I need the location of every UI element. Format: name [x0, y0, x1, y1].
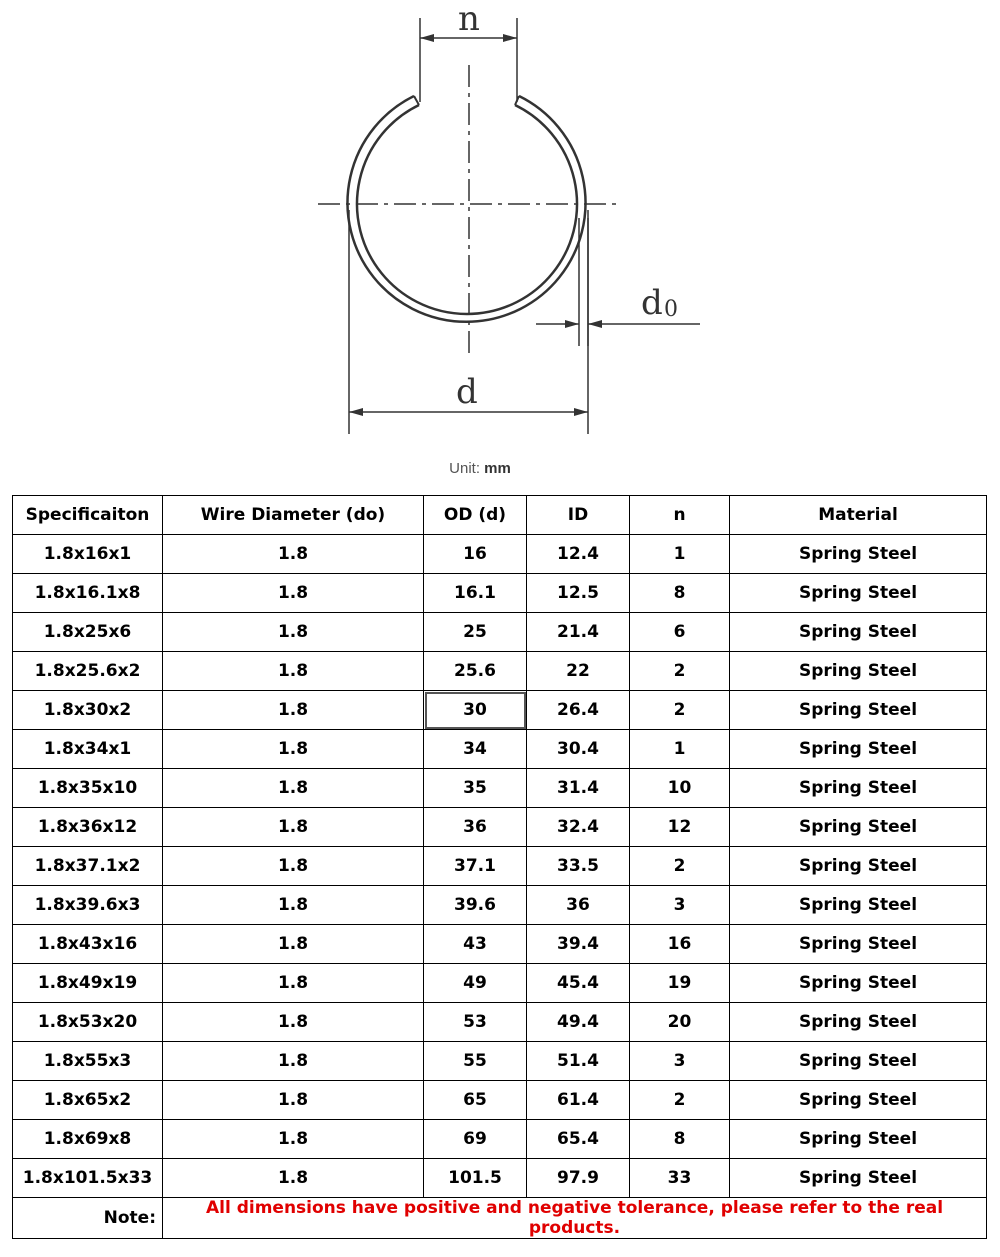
- table-cell[interactable]: 1.8: [163, 847, 424, 886]
- table-cell[interactable]: 1.8: [163, 691, 424, 730]
- table-cell[interactable]: 1.8: [163, 652, 424, 691]
- column-header: ID: [527, 496, 630, 535]
- table-cell[interactable]: 36: [424, 808, 527, 847]
- table-cell[interactable]: 30.4: [527, 730, 630, 769]
- table-cell[interactable]: Spring Steel: [730, 1042, 987, 1081]
- column-header: Wire Diameter (do): [163, 496, 424, 535]
- table-cell[interactable]: 2: [630, 652, 730, 691]
- table-cell[interactable]: Spring Steel: [730, 1003, 987, 1042]
- do-label-subscript: 0: [664, 297, 678, 322]
- table-cell[interactable]: 39.6: [424, 886, 527, 925]
- table-cell[interactable]: 1.8: [163, 613, 424, 652]
- table-row: [13, 1120, 987, 1159]
- table-cell[interactable]: Spring Steel: [730, 691, 987, 730]
- table-cell[interactable]: 65: [424, 1081, 527, 1120]
- table-cell[interactable]: 1.8x39.6x3: [13, 886, 163, 925]
- table-row: [13, 1003, 987, 1042]
- gap-end-left: [414, 96, 419, 105]
- table-row: [13, 613, 987, 652]
- table-cell[interactable]: 33.5: [527, 847, 630, 886]
- table-cell[interactable]: 1.8x53x20: [13, 1003, 163, 1042]
- table-cell[interactable]: 10: [630, 769, 730, 808]
- table-cell[interactable]: 2: [630, 691, 730, 730]
- table-cell[interactable]: 1.8x35x10: [13, 769, 163, 808]
- table-cell[interactable]: 1.8x25x6: [13, 613, 163, 652]
- table-cell[interactable]: 12.5: [527, 574, 630, 613]
- table-row: [13, 1159, 987, 1198]
- note-text: All dimensions have positive and negative tolerance, please refer to the real products.: [163, 1198, 987, 1239]
- table-cell[interactable]: 69: [424, 1120, 527, 1159]
- table-cell[interactable]: 1.8: [163, 808, 424, 847]
- table-cell[interactable]: 3: [630, 886, 730, 925]
- table-cell[interactable]: 1.8x16x1: [13, 535, 163, 574]
- table-cell[interactable]: Spring Steel: [730, 1120, 987, 1159]
- table-row: [13, 847, 987, 886]
- table-cell[interactable]: 32.4: [527, 808, 630, 847]
- table-cell[interactable]: 1.8: [163, 535, 424, 574]
- table-cell[interactable]: 16.1: [424, 574, 527, 613]
- note-row: [13, 1198, 987, 1239]
- table-cell[interactable]: 19: [630, 964, 730, 1003]
- table-cell[interactable]: 12.4: [527, 535, 630, 574]
- table-body: [13, 535, 987, 1198]
- table-cell[interactable]: 1.8x25.6x2: [13, 652, 163, 691]
- column-header: n: [630, 496, 730, 535]
- table-row: [13, 730, 987, 769]
- table-cell[interactable]: 8: [630, 574, 730, 613]
- column-header: Material: [730, 496, 987, 535]
- table-row: [13, 769, 987, 808]
- table-cell[interactable]: 30: [424, 691, 527, 730]
- table-cell[interactable]: 45.4: [527, 964, 630, 1003]
- table-row: [13, 1042, 987, 1081]
- table-cell[interactable]: 1.8: [163, 886, 424, 925]
- table-cell[interactable]: 1.8: [163, 1042, 424, 1081]
- n-label: n: [458, 0, 480, 39]
- table-cell[interactable]: 8: [630, 1120, 730, 1159]
- table-cell[interactable]: 39.4: [527, 925, 630, 964]
- table-cell[interactable]: 1.8: [163, 1120, 424, 1159]
- table-cell[interactable]: 1.8x69x8: [13, 1120, 163, 1159]
- table-cell[interactable]: 1.8: [163, 769, 424, 808]
- table-row: [13, 808, 987, 847]
- table-cell[interactable]: 33: [630, 1159, 730, 1198]
- table-cell[interactable]: 25: [424, 613, 527, 652]
- table-cell[interactable]: 1.8: [163, 964, 424, 1003]
- do-arrow-right: [588, 320, 602, 328]
- table-cell[interactable]: Spring Steel: [730, 535, 987, 574]
- table-cell[interactable]: 21.4: [527, 613, 630, 652]
- table-row: [13, 691, 987, 730]
- table-cell[interactable]: 51.4: [527, 1042, 630, 1081]
- table-cell[interactable]: 43: [424, 925, 527, 964]
- d-arrow-right: [574, 408, 588, 416]
- table-cell[interactable]: 1.8x49x19: [13, 964, 163, 1003]
- table-cell[interactable]: 25.6: [424, 652, 527, 691]
- table-cell[interactable]: Spring Steel: [730, 808, 987, 847]
- spec-table: [12, 495, 987, 1239]
- table-row: [13, 1081, 987, 1120]
- table-cell[interactable]: 1.8: [163, 574, 424, 613]
- table-cell[interactable]: 101.5: [424, 1159, 527, 1198]
- table-cell[interactable]: 49: [424, 964, 527, 1003]
- table-cell[interactable]: 55: [424, 1042, 527, 1081]
- table-cell[interactable]: 2: [630, 1081, 730, 1120]
- column-header: OD (d): [424, 496, 527, 535]
- table-row: [13, 964, 987, 1003]
- table-cell[interactable]: 61.4: [527, 1081, 630, 1120]
- unit-prefix: Unit:: [449, 460, 480, 477]
- table-cell[interactable]: Spring Steel: [730, 769, 987, 808]
- table-cell[interactable]: 1.8: [163, 925, 424, 964]
- table-row: [13, 925, 987, 964]
- table-row: [13, 652, 987, 691]
- table-cell[interactable]: 20: [630, 1003, 730, 1042]
- table-row: [13, 574, 987, 613]
- table-cell[interactable]: 1.8x36x12: [13, 808, 163, 847]
- table-cell[interactable]: 26.4: [527, 691, 630, 730]
- table-cell[interactable]: 16: [630, 925, 730, 964]
- table-cell[interactable]: 35: [424, 769, 527, 808]
- table-header-row: [13, 496, 987, 535]
- table-cell[interactable]: Spring Steel: [730, 964, 987, 1003]
- d-label: d: [456, 372, 478, 412]
- table-cell[interactable]: 1.8x43x16: [13, 925, 163, 964]
- table-cell[interactable]: 1.8x65x2: [13, 1081, 163, 1120]
- table-cell[interactable]: 97.9: [527, 1159, 630, 1198]
- do-arrow-left: [565, 320, 579, 328]
- table-cell[interactable]: Spring Steel: [730, 730, 987, 769]
- do-label: d: [641, 283, 663, 323]
- table-cell[interactable]: 1.8x55x3: [13, 1042, 163, 1081]
- table-cell[interactable]: 49.4: [527, 1003, 630, 1042]
- table-cell[interactable]: 1.8: [163, 1159, 424, 1198]
- table-cell[interactable]: 1.8: [163, 1003, 424, 1042]
- table-cell[interactable]: Spring Steel: [730, 1081, 987, 1120]
- table-cell[interactable]: Spring Steel: [730, 613, 987, 652]
- table-cell[interactable]: 22: [527, 652, 630, 691]
- table-cell[interactable]: Spring Steel: [730, 1159, 987, 1198]
- table-cell[interactable]: 36: [527, 886, 630, 925]
- ring-diagram: [0, 0, 1000, 450]
- d-arrow-left: [349, 408, 363, 416]
- table-cell[interactable]: Spring Steel: [730, 847, 987, 886]
- table-row: [13, 886, 987, 925]
- table-cell[interactable]: Spring Steel: [730, 574, 987, 613]
- table-cell[interactable]: 1.8x37.1x2: [13, 847, 163, 886]
- table-cell[interactable]: 1.8: [163, 730, 424, 769]
- table-cell[interactable]: 53: [424, 1003, 527, 1042]
- table-cell[interactable]: 12: [630, 808, 730, 847]
- table-cell[interactable]: 1.8x101.5x33: [13, 1159, 163, 1198]
- table-cell[interactable]: 1.8x16.1x8: [13, 574, 163, 613]
- table-cell[interactable]: 2: [630, 847, 730, 886]
- table-cell[interactable]: 1.8: [163, 1081, 424, 1120]
- table-cell[interactable]: 1.8x30x2: [13, 691, 163, 730]
- unit-value: mm: [484, 460, 511, 477]
- table-cell[interactable]: Spring Steel: [730, 652, 987, 691]
- n-arrow-right: [503, 34, 517, 42]
- table-cell[interactable]: 1: [630, 730, 730, 769]
- table-cell[interactable]: 1.8x34x1: [13, 730, 163, 769]
- n-arrow-left: [420, 34, 434, 42]
- table-cell[interactable]: 65.4: [527, 1120, 630, 1159]
- table-cell[interactable]: 31.4: [527, 769, 630, 808]
- table-cell[interactable]: 6: [630, 613, 730, 652]
- table-row: [13, 535, 987, 574]
- table-cell[interactable]: 37.1: [424, 847, 527, 886]
- table-cell[interactable]: 3: [630, 1042, 730, 1081]
- table-cell[interactable]: Spring Steel: [730, 886, 987, 925]
- note-label: Note:: [13, 1198, 163, 1239]
- unit-label: [0, 460, 960, 477]
- column-header: Specificaiton: [13, 496, 163, 535]
- table-cell[interactable]: 1: [630, 535, 730, 574]
- ring-inner: [357, 105, 577, 314]
- table-cell[interactable]: Spring Steel: [730, 925, 987, 964]
- table-cell[interactable]: 16: [424, 535, 527, 574]
- table-cell[interactable]: 34: [424, 730, 527, 769]
